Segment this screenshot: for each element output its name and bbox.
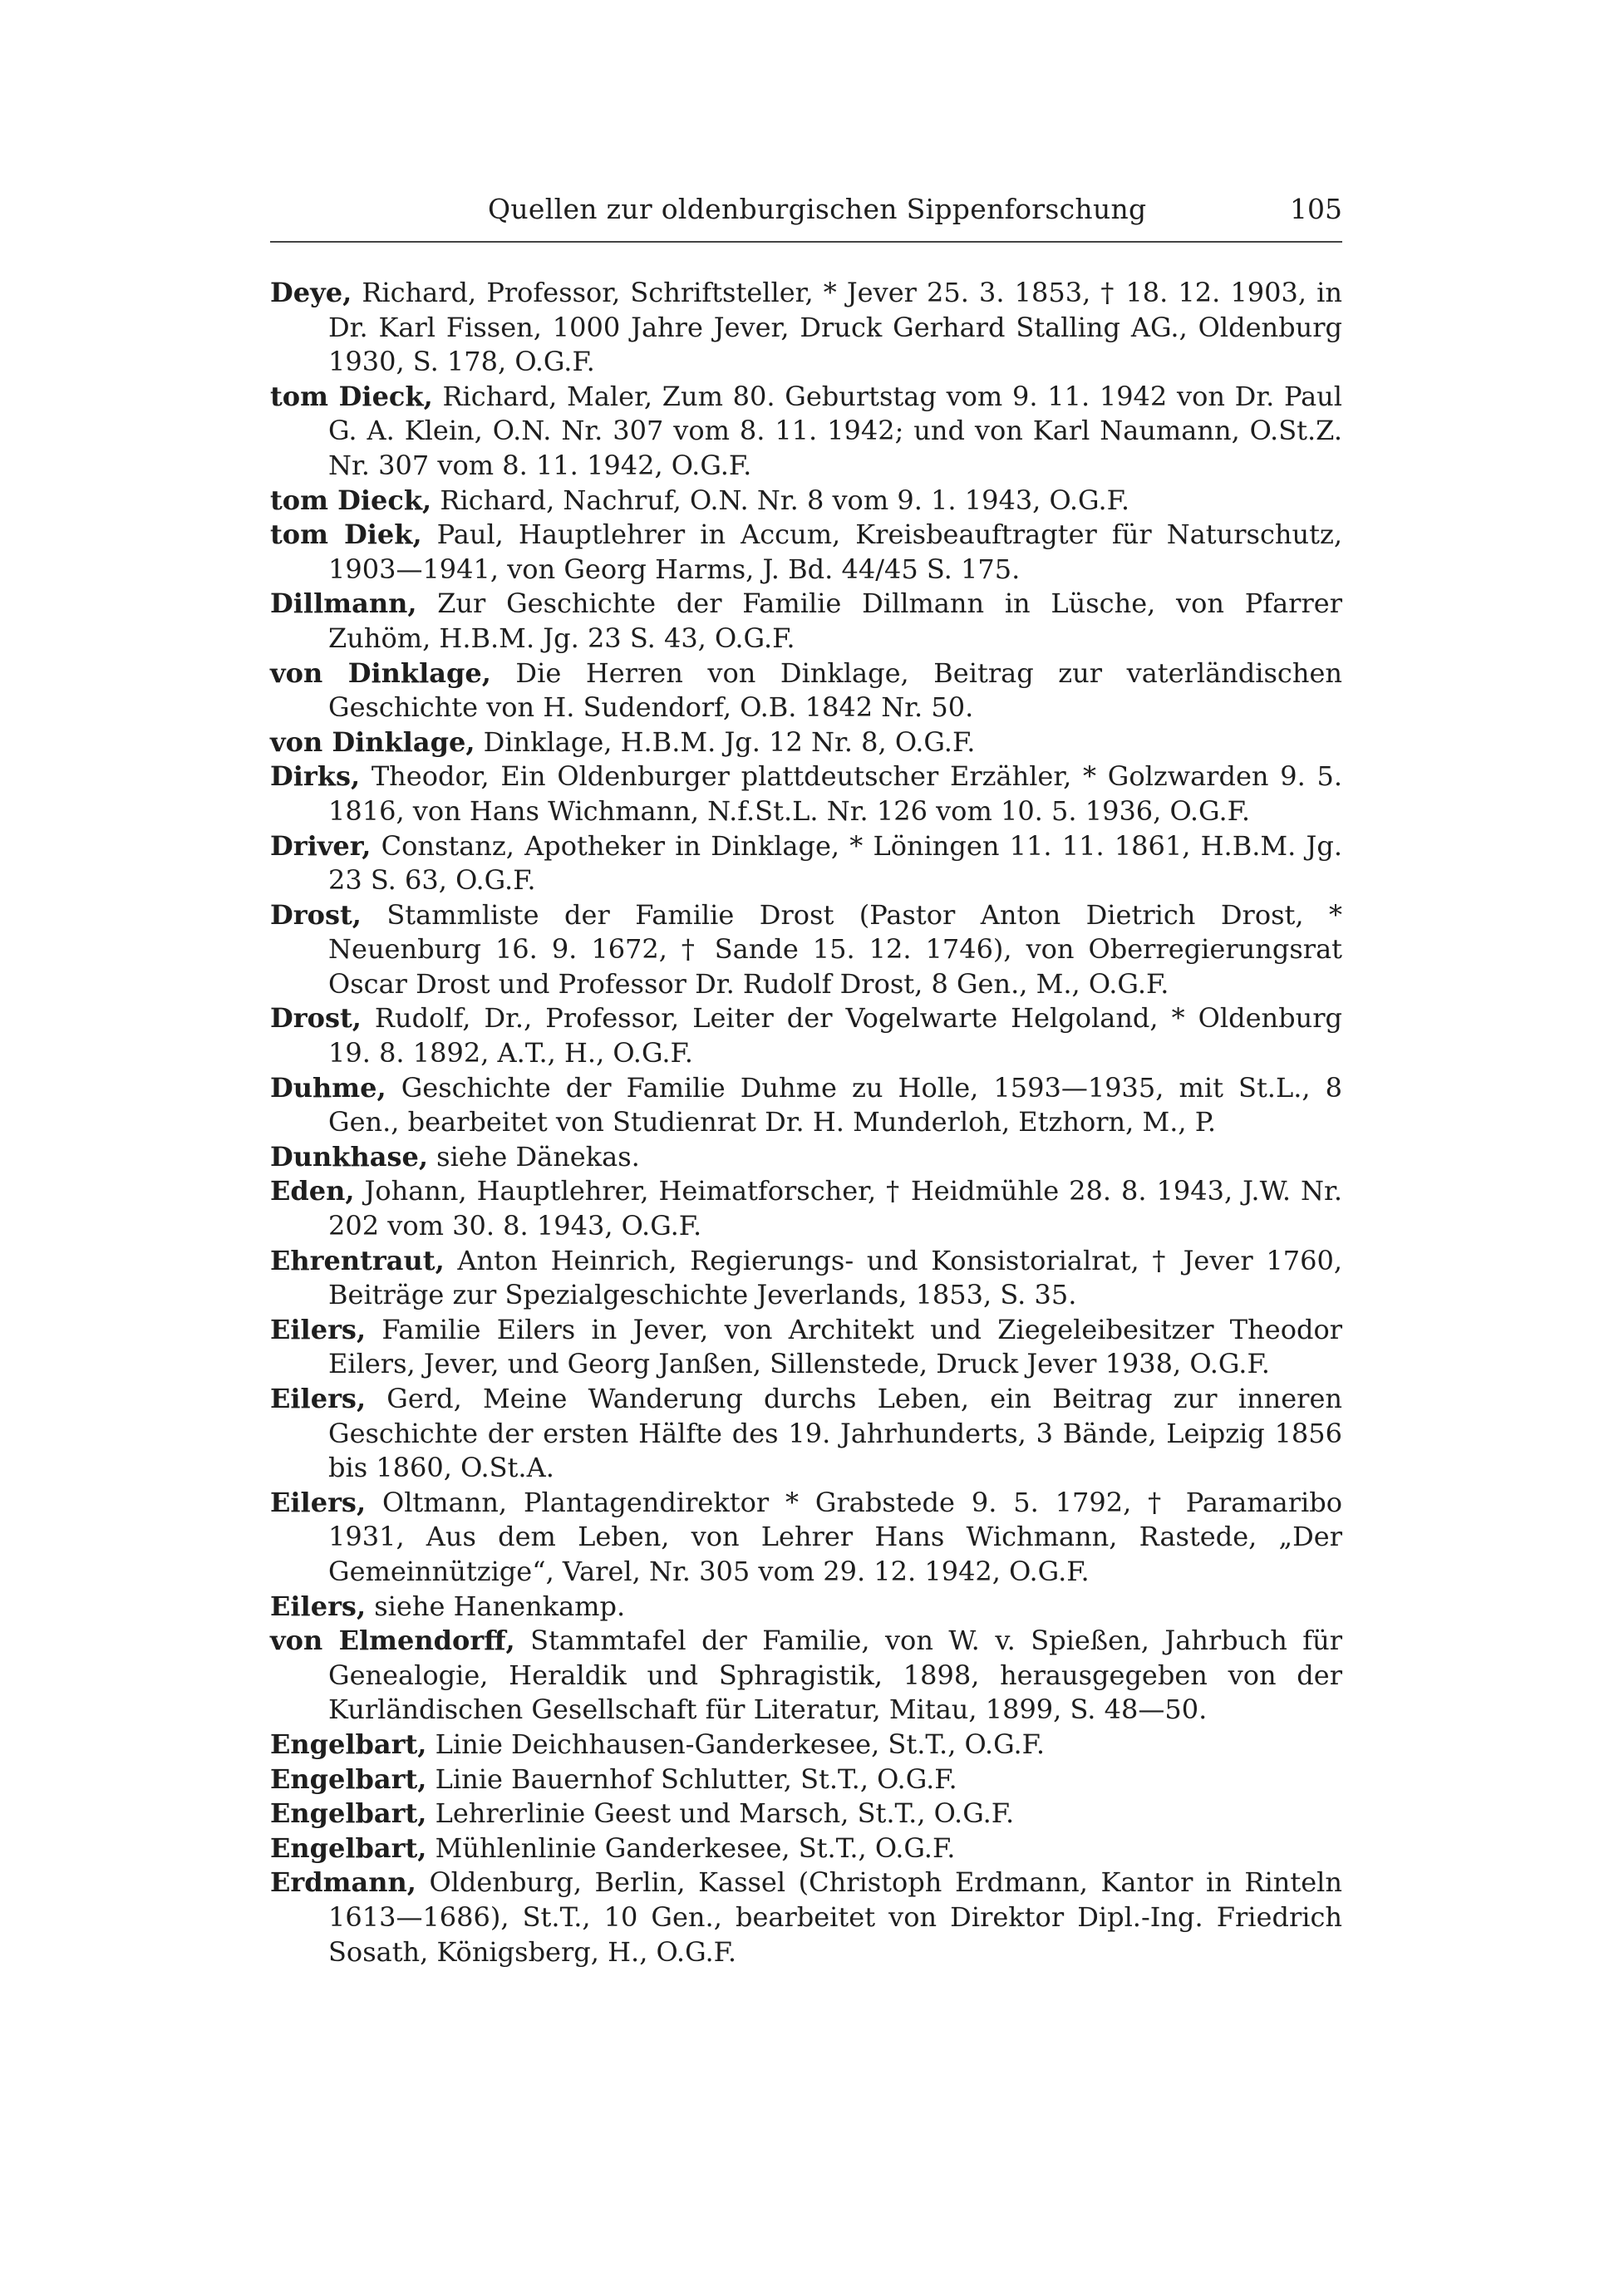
entry xyxy=(270,1244,1342,1313)
entry xyxy=(270,1313,1342,1382)
entry-surname: Dunkhase, xyxy=(270,1140,428,1173)
entry-text: Theodor, Ein Oldenburger plattdeutscher Erzähler, * Golzwarden 9. 5. 1816, von Hans Wichmann, N.f.St.L. Nr. 126 vom 10. 5. 1936, O.G.F. xyxy=(328,760,1342,827)
entry xyxy=(270,1486,1342,1590)
entry-surname: Drost, xyxy=(270,1002,362,1035)
entry-surname: Engelbart, xyxy=(270,1831,427,1864)
entry-text: Stammliste der Familie Drost (Pastor Anton Dietrich Drost, * Neuenburg 16. 9. 1672, † Sande 15. 12. 1746), von Oberregierungsrat Oscar Drost und Professor Dr. Rudolf Drost, 8 Gen., M., O.G.F. xyxy=(328,898,1342,1000)
running-header xyxy=(270,189,1342,243)
entry-surname: tom Diek, xyxy=(270,519,422,551)
entry xyxy=(270,1831,1342,1866)
entry-text: Linie Bauernhof Schlutter, St.T., O.G.F. xyxy=(426,1763,957,1795)
entry-surname: Eilers, xyxy=(270,1590,367,1622)
entry xyxy=(270,1728,1342,1763)
entry-text: Linie Deichhausen-Ganderkesee, St.T., O.G.F. xyxy=(426,1728,1046,1760)
entry-text: Oldenburg, Berlin, Kassel (Christoph Erdmann, Kantor in Rinteln 1613—1686), St.T., 10 Gen., bearbeitet von Direktor Dipl.-Ing. Friedrich Sosath, Königsberg, H., O.G.F. xyxy=(328,1866,1342,1968)
entry-text: Anton Heinrich, Regierungs- und Konsistorialrat, † Jever 1760, Beiträge zur Spezialgeschichte Jeverlands, 1853, S. 35. xyxy=(328,1244,1342,1311)
entry-surname: Eden, xyxy=(270,1175,355,1207)
entry-surname: Dirks, xyxy=(270,760,361,793)
entry-surname: Engelbart, xyxy=(270,1797,427,1830)
entry xyxy=(270,760,1342,828)
entry-surname: Eilers, xyxy=(270,1313,367,1345)
entry-surname: Duhme, xyxy=(270,1071,386,1104)
entry-text: Gerd, Meine Wanderung durchs Leben, ein Beitrag zur inneren Geschichte der ersten Hälfte des 19. Jahrhunderts, 3 Bände, Leipzig 1856 bis 1860, O.St.A. xyxy=(328,1383,1342,1484)
entry-surname: Driver, xyxy=(270,829,372,862)
entry-text: Richard, Nachruf, O.N. Nr. 8 vom 9. 1. 1943, O.G.F. xyxy=(431,484,1130,516)
entry-surname: Drost, xyxy=(270,898,362,931)
entry-text: Richard, Maler, Zum 80. Geburtstag vom 9. 11. 1942 von Dr. Paul G. A. Klein, O.N. Nr. 307 vom 8. 11. 1942; und von Karl Naumann, O.St.Z. Nr. 307 vom 8. 11. 1942, O.G.F. xyxy=(328,380,1343,481)
entry-text: Paul, Hauptlehrer in Accum, Kreisbeauftragter für Naturschutz, 1903—1941, von Georg Harms, J. Bd. 44/45 S. 175. xyxy=(328,519,1342,585)
entry-surname: Ehrentraut, xyxy=(270,1244,445,1276)
running-title: Quellen zur oldenburgischen Sippenforschung xyxy=(488,193,1147,225)
entry-text: Oltmann, Plantagendirektor * Grabstede 9. 5. 1792, † Paramaribo 1931, Aus dem Leben, von Lehrer Hans Wichmann, Rastede, „Der Gemeinnützige“, Varel, Nr. 305 vom 29. 12. 1942, O.G.F. xyxy=(328,1486,1342,1587)
bibliography-entries xyxy=(270,276,1342,1969)
entry xyxy=(270,829,1342,898)
entry-text: Rudolf, Dr., Professor, Leiter der Vogelwarte Helgoland, * Oldenburg 19. 8. 1892, A.T., H., O.G.F. xyxy=(328,1002,1342,1069)
entry-surname: Erdmann, xyxy=(270,1866,416,1899)
entry xyxy=(270,725,1342,760)
entry xyxy=(270,1797,1342,1831)
entry-text: siehe Dänekas. xyxy=(427,1140,640,1173)
entry-text: siehe Hanenkamp. xyxy=(366,1590,626,1622)
entry-text: Johann, Hauptlehrer, Heimatforscher, † Heidmühle 28. 8. 1943, J.W. Nr. 202 vom 30. 8. 1943, O.G.F. xyxy=(328,1175,1342,1242)
entry xyxy=(270,1590,1342,1625)
entry xyxy=(270,518,1342,587)
entry-surname: Eilers, xyxy=(270,1486,367,1518)
entry xyxy=(270,1866,1342,1969)
entry-text: Stammtafel der Familie, von W. v. Spießen, Jahrbuch für Genealogie, Heraldik und Sphragistik, 1898, herausgegeben von der Kurländischen Gesellschaft für Literatur, Mitau, 1899, S. 48—50. xyxy=(328,1625,1343,1726)
entry-text: Constanz, Apotheker in Dinklage, * Löningen 11. 11. 1861, H.B.M. Jg. 23 S. 63, O.G.F. xyxy=(328,829,1342,897)
entry-text: Geschichte der Familie Duhme zu Holle, 1593—1935, mit St.L., 8 Gen., bearbeitet von Studienrat Dr. H. Munderloh, Etzhorn, M., P. xyxy=(328,1071,1342,1138)
entry xyxy=(270,656,1342,725)
entry-text: Familie Eilers in Jever, von Architekt und Ziegeleibesitzer Theodor Eilers, Jever, und Georg Janßen, Sillenstede, Druck Jever 1938, O.G.F. xyxy=(328,1313,1342,1380)
entry-text: Mühlenlinie Ganderkesee, St.T., O.G.F. xyxy=(426,1831,956,1864)
entry xyxy=(270,1071,1342,1140)
entry xyxy=(270,1763,1342,1797)
entry-surname: Dillmann, xyxy=(270,588,417,620)
entry xyxy=(270,1174,1342,1243)
entry-text: Dinklage, H.B.M. Jg. 12 Nr. 8, O.G.F. xyxy=(475,725,976,758)
entry-surname: von Dinklage, xyxy=(270,725,475,758)
book-page xyxy=(270,189,1342,1969)
entry xyxy=(270,587,1342,656)
entry-text: Zur Geschichte der Familie Dillmann in Lüsche, von Pfarrer Zuhöm, H.B.M. Jg. 23 S. 43, O.G.F. xyxy=(328,588,1342,654)
entry-surname: tom Dieck, xyxy=(270,380,433,412)
entry-text: Die Herren von Dinklage, Beitrag zur vaterländischen Geschichte von H. Sudendorf, O.B. 1842 Nr. 50. xyxy=(328,656,1343,724)
entry xyxy=(270,1001,1342,1070)
page-number: 105 xyxy=(1290,193,1342,225)
entry-surname: von Dinklage, xyxy=(270,656,491,689)
entry xyxy=(270,1382,1342,1486)
entry-text: Richard, Professor, Schriftsteller, * Jever 25. 3. 1853, † 18. 12. 1903, in Dr. Karl Fissen, 1000 Jahre Jever, Druck Gerhard Stalling AG., Oldenburg 1930, S. 178, O.G.F. xyxy=(328,277,1342,378)
entry xyxy=(270,898,1342,1002)
entry-surname: Engelbart, xyxy=(270,1728,427,1760)
entry-surname: Deye, xyxy=(270,277,352,308)
entry-surname: Engelbart, xyxy=(270,1763,427,1795)
entry-surname: tom Dieck, xyxy=(270,484,432,516)
entry xyxy=(270,276,1342,380)
entry xyxy=(270,484,1342,519)
entry xyxy=(270,380,1342,484)
entry-surname: von Elmendorff, xyxy=(270,1625,515,1657)
entry xyxy=(270,1140,1342,1175)
entry-text: Lehrerlinie Geest und Marsch, St.T., O.G.F. xyxy=(426,1797,1015,1830)
entry xyxy=(270,1624,1342,1728)
entry-surname: Eilers, xyxy=(270,1383,367,1414)
